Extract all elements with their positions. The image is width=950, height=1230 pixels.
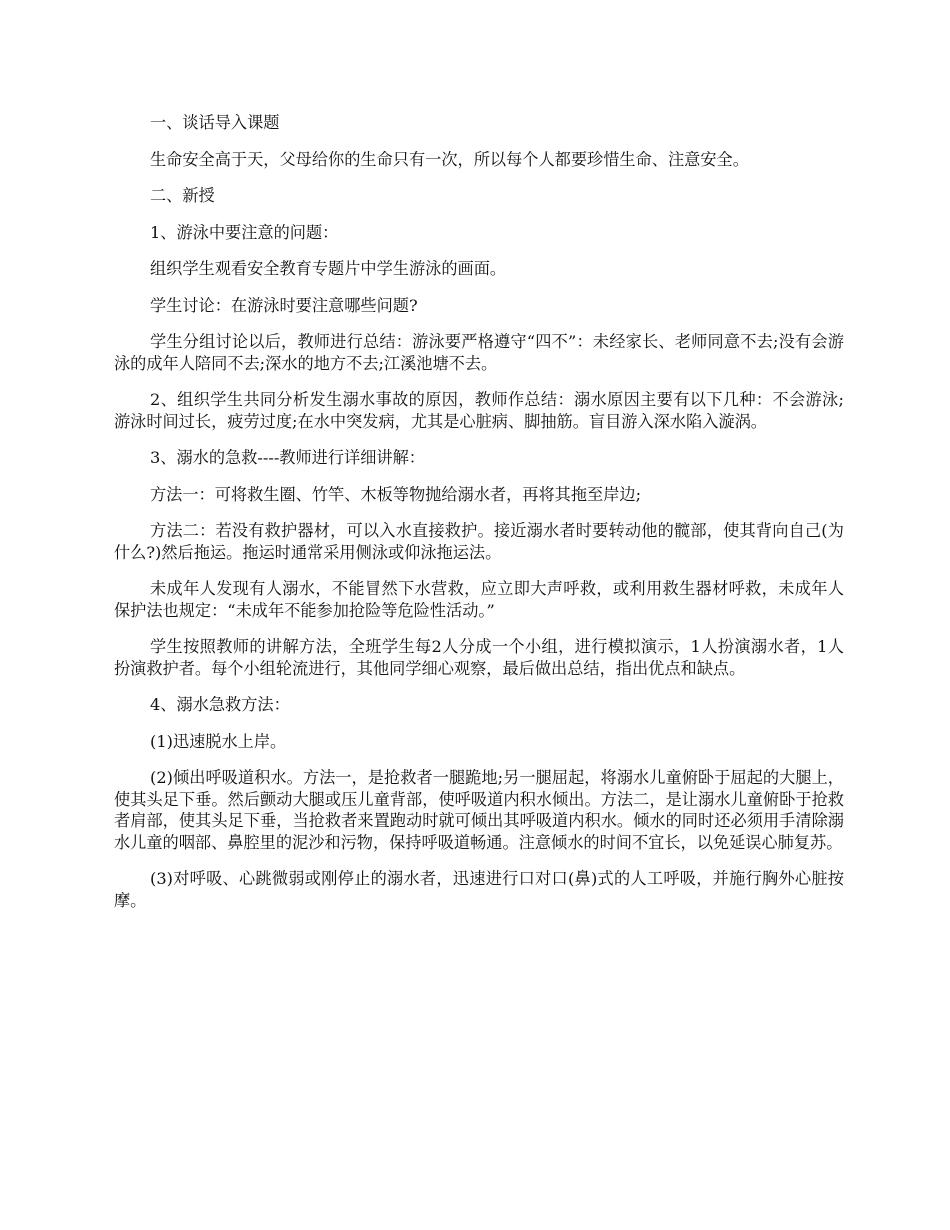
heading-rescue-methods: 4、溺水急救方法： [150, 695, 290, 714]
paragraph-step-one: (1)迅速脱水上岸。 [150, 731, 287, 751]
document-page [114, 112, 844, 926]
paragraph-four-nots: 学生分组讨论以后，教师进行总结：游泳要严格遵守“四不”：未经家长、老师同意不去;没有会游泳的成年人陪同不去;深水的地方不去;江溪池塘不去。 [114, 332, 844, 373]
paragraph-step-three: (3)对呼吸、心跳微弱或刚停止的溺水者，迅速进行口对口(鼻)式的人工呼吸，并施行胸外心脏按摩。 [114, 869, 844, 910]
heading-intro: 一、谈话导入课题 [150, 113, 280, 132]
heading-swimming-issues: 1、游泳中要注意的问题： [150, 222, 339, 242]
paragraph-method-one: 方法一：可将救生圈、竹竿、木板等物抛给溺水者，再将其拖至岸边; [150, 484, 642, 504]
paragraph-discussion: 学生讨论：在游泳时要注意哪些问题? [150, 295, 418, 315]
paragraph-method-two: 方法二：若没有救护器材，可以入水直接救护。接近溺水者时要转动他的髋部，使其背向自己(为什么?)然后拖运。拖运时通常采用侧泳或仰泳拖运法。 [114, 521, 844, 562]
heading-new-lesson: 二、新授 [150, 186, 215, 205]
paragraph-watch-video: 组织学生观看安全教育专题片中学生游泳的画面。 [150, 259, 507, 278]
paragraph-safety: 生命安全高于天，父母给你的生命只有一次，所以每个人都要珍惜生命、注意安全。 [150, 149, 749, 169]
paragraph-minors-law: 未成年人发现有人溺水，不能冒然下水营救，应立即大声呼救，或利用救生器材呼救，未成年人保护法也规定：“未成年不能参加抢险等危险性活动。” [114, 579, 844, 620]
heading-first-aid: 3、溺水的急救----教师进行详细讲解： [150, 448, 425, 467]
paragraph-simulation: 学生按照教师的讲解方法，全班学生每2人分成一个小组，进行模拟演示，1人扮演溺水者，1人扮演救护者。每个小组轮流进行，其他同学细心观察，最后做出总结，指出优点和缺点。 [114, 637, 844, 678]
paragraph-drowning-causes: 2、组织学生共同分析发生溺水事故的原因，教师作总结：溺水原因主要有以下几种：不会游泳;游泳时间过长，疲劳过度;在水中突发病，尤其是心脏病、脚抽筋。盲目游入深水陷入漩涡。 [114, 390, 844, 431]
paragraph-step-two: (2)倾出呼吸道积水。方法一，是抢救者一腿跪地;另一腿屈起，将溺水儿童俯卧于屈起的大腿上，使其头足下垂。然后颤动大腿或压儿童背部，使呼吸道内积水倾出。方法二，是让溺水儿童俯卧于抢救者肩部，使其头足下垂，当抢救者来置跑动时就可倾出其呼吸道内积水。倾水的同时还必须用手清除溺水儿童的咽部、鼻腔里的泥沙和污物，保持呼吸道畅通。注意倾水的时间不宜长，以免延误心肺复苏。 [114, 768, 844, 852]
